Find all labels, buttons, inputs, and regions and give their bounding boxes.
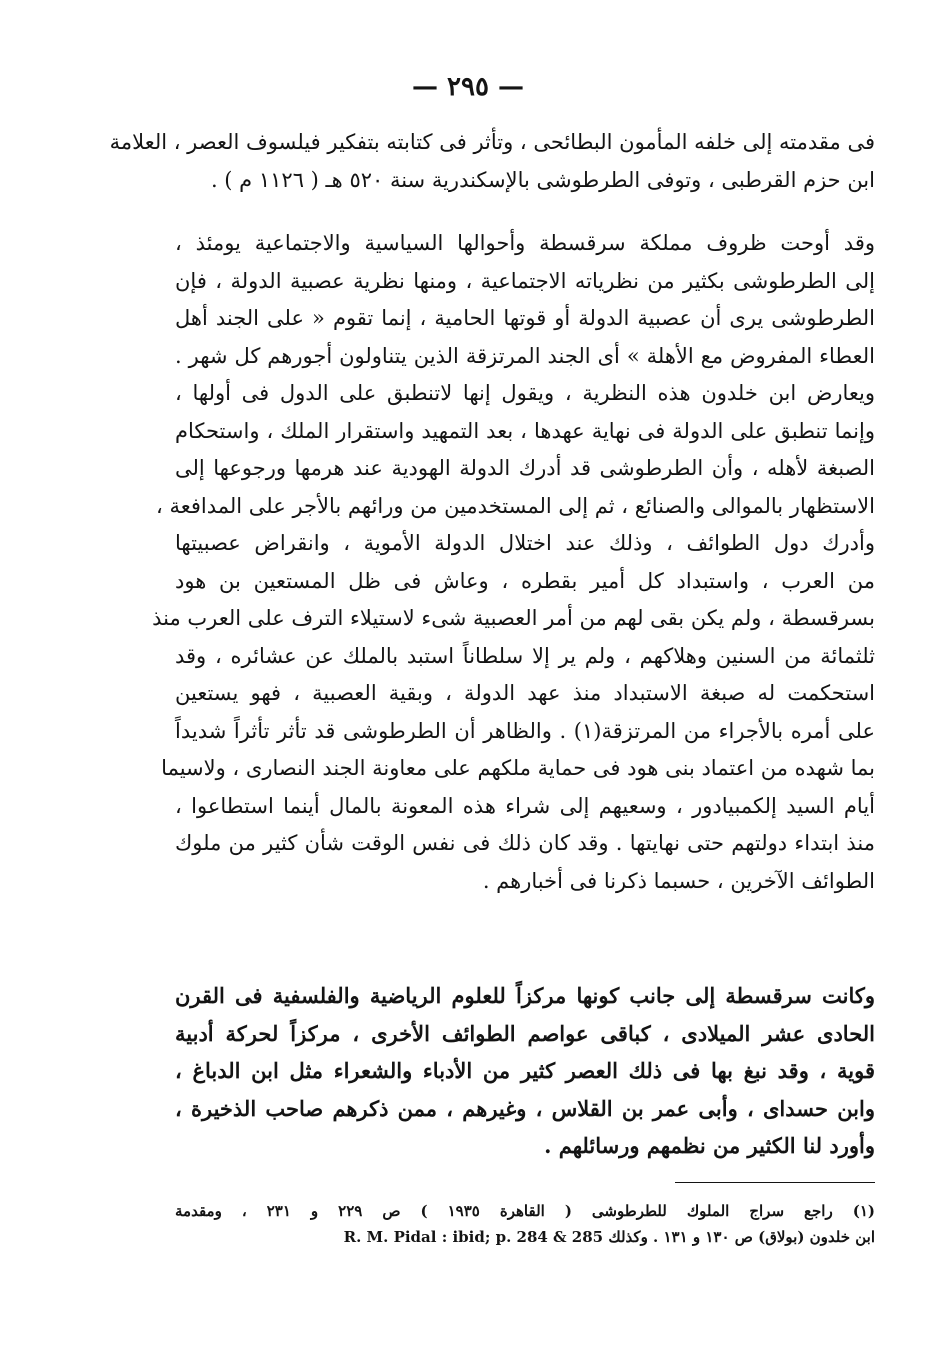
text-line: وأورد لنا الكثير من نظمهم ورسائلهم . [544, 1133, 875, 1158]
paragraph-2 [152, 225, 875, 900]
text-line: ابن حزم القرطبى ، وتوفى الطرطوشى بالإسكندرية سنة ٥٢٠ هـ ( ١١٢٦ م ) . [210, 167, 875, 192]
text-line: منذ ابتداء دولتهم حتى نهايتها . وقد كان ذلك فى نفس الوقت شأن كثير من ملوك [175, 831, 875, 855]
text-line: الطوائف الآخرين ، حسبما ذكرنا فى أخبارهم . [482, 868, 875, 893]
text-line: بسرقسطة ، ولم يكن بقى لهم من أمر العصبية شىء لاستيلاء الترف على العرب منذ [152, 606, 875, 630]
text-line: وقد أوحت ظروف مملكة سرقسطة وأحوالها السياسية والاجتماعية يومئذ ، [175, 231, 875, 255]
text-line: ثلثمائة من السنين وهلاكهم ، ولم ير إلا سلطاناً استبد بالملك عن عشائره ، وقد [175, 643, 875, 668]
text-line: وإنما تنطبق على الدولة فى نهاية عهدها ، بعد التمهيد واستقرار الملك ، واستحكام [175, 418, 875, 443]
text-line: وأدرك دول الطوائف ، وذلك عند اختلال الدولة الأموية ، وانقراض عصبيتها [175, 531, 875, 555]
footnote-line: ابن خلدون (بولاق) ص ١٣٠ و ١٣١ . وكذلك R. M. Pidal : ibid; p. 284 & 285 [343, 1228, 875, 1246]
text-line: الصبغة لأهله ، وأن الطرطوشى قد أدرك الدولة الهودية عند هرمها ورجوعها إلى [175, 456, 875, 480]
text-line: وابن حسداى ، وأبى عمر بن القلاس ، وغيرهم ، ممن ذكرهم صاحب الذخيرة ، [175, 1095, 875, 1121]
text-line: الاستظهار بالموالى والصنائع ، ثم إلى المستخدمين من ورائهم بالأجر على المدافعة ، [156, 493, 875, 518]
text-line: استحكمت له صبغة الاستبداد منذ عهد الدولة ، وبقية العصبية ، فهو يستعين [175, 681, 875, 705]
text-line: إلى الطرطوشى بكثير من نظرياته الاجتماعية ، ومنها نظرية عصبية الدولة ، فإن [175, 268, 875, 293]
text-line: قوية ، وقد نبغ بها فى ذلك العصر كثير من الأدباء والشعراء مثل ابن الدباغ ، [175, 1058, 875, 1083]
text-line: أيام السيد إلكمبيادور ، وسعيهم إلى شراء هذه المعونة بالمال أينما استطاعوا ، [175, 793, 875, 818]
text-line: الحادى عشر الميلادى ، كباقى عواصم الطوائف الأخرى ، مركزاً لحركة أدبية [175, 1020, 875, 1046]
text-line: فى مقدمته إلى خلفه المأمون البطائحى ، وتأثر فى كتابته بتفكير فيلسوف العصر ، العلامة [109, 130, 875, 154]
text-line: ويعارض ابن خلدون هذه النظرية ، ويقول إنها لاتنطبق على الدول فى أولها ، [175, 381, 875, 405]
paragraph-1 [109, 124, 875, 199]
page-number: — ٢٩٥ — [411, 72, 525, 102]
footnotes [175, 1198, 875, 1250]
paragraph-3 [175, 977, 875, 1165]
text-line: من العرب ، واستبداد كل أمير بقطره ، وعاش فى ظل المستعين بن هود [175, 568, 875, 593]
footnote-separator [675, 1182, 875, 1183]
text-line: بما شهده من اعتماد بنى هود فى حماية ملكهم على معاونة الجند النصارى ، ولاسيما [161, 756, 875, 780]
footnote-line: (١) راجع سراج الملوك للطرطوشى ( القاهرة ١٩٣٥ ) ص ٢٢٩ و ٢٣١ ، ومقدمة [175, 1202, 875, 1220]
text-line: على أمره بالأجراء من المرتزقة(١) . والظاهر أن الطرطوشى قد تأثر تأثراً شديداً [175, 718, 875, 743]
text-line: وكانت سرقسطة إلى جانب كونها مركزاً للعلوم الرياضية والفلسفية فى القرن [175, 983, 875, 1008]
text-line: العطاء المفروض مع الأهلة » أى الجند المرتزقة الذين يتناولون أجورهم كل شهر . [175, 343, 875, 368]
text-line: الطرطوشى يرى أن عصبية الدولة أو قوتها الحامية ، إنما تقوم « على الجند أهل [175, 306, 875, 330]
